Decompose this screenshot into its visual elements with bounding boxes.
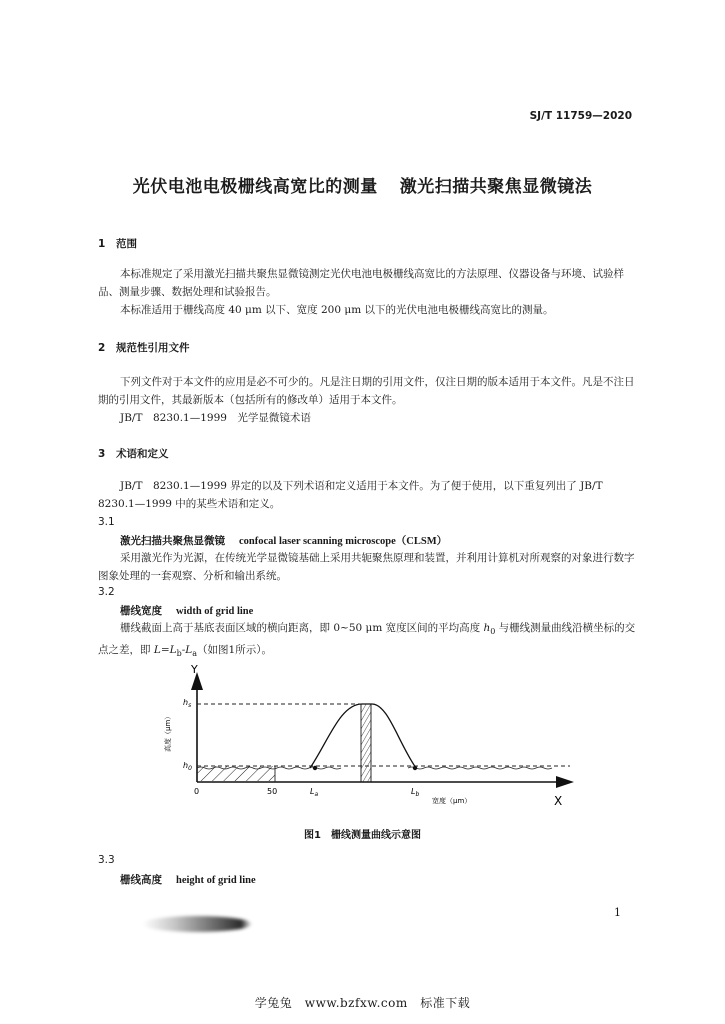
section-1-paragraph-2: 本标准适用于栅线高度 40 μm 以下、宽度 200 μm 以下的光伏电池电极栅线高宽比的测量。 xyxy=(120,304,554,316)
title-part-1: 光伏电池电极栅线高宽比的测量 xyxy=(132,177,378,197)
title-part-2: 激光扫描共聚焦显微镜法 xyxy=(399,177,593,197)
la-label: $L_a$ xyxy=(310,787,319,798)
term-zh: 激光扫描共聚焦显微镜 xyxy=(120,535,225,547)
section-2-heading xyxy=(98,340,190,355)
section-title: 规范性引用文件 xyxy=(116,342,190,354)
page-number: 1 xyxy=(614,906,621,919)
term-en: confocal laser scanning microscope（CLSM） xyxy=(239,536,448,547)
section-number: 1 xyxy=(98,238,106,250)
term-zh: 栅线高度 xyxy=(120,874,162,886)
height-band xyxy=(361,704,371,782)
scan-smear-mark xyxy=(142,916,252,932)
term-3-3-number: 3.3 xyxy=(98,854,115,866)
document-title xyxy=(40,172,685,197)
term-en: height of grid line xyxy=(176,875,256,886)
y-axis-label: Y xyxy=(191,663,198,676)
x-axis-label: X xyxy=(554,794,563,808)
term-3-2-number: 3.2 xyxy=(98,586,115,598)
footer-watermark-link[interactable]: 学兔兔 www.bzfxw.com 标准下载 xyxy=(254,996,471,1010)
lb-marker xyxy=(413,766,417,770)
section-2-reference: JB/T 8230.1—1999 光学显微镜术语 xyxy=(120,412,311,424)
section-number: 2 xyxy=(98,342,106,354)
tick-0-label: 0 xyxy=(194,787,200,796)
section-number: 3 xyxy=(98,448,106,460)
section-title: 范围 xyxy=(116,238,137,250)
la-marker xyxy=(313,766,317,770)
baseline-hatch-region xyxy=(197,766,275,781)
x-axis-arrow xyxy=(556,776,574,788)
figure-caption: 图1 栅线测量曲线示意图 xyxy=(304,830,421,841)
hs-label: $h_s$ xyxy=(183,698,192,709)
y-axis-title: 高度（μm） xyxy=(164,712,172,752)
standard-code: SJ/T 11759—2020 xyxy=(529,110,632,122)
section-2-paragraph-1: 下列文件对于本文件的应用是必不可少的。凡是注日期的引用文件，仅注日期的版本适用于本文件。凡是不注日期的引用文件，其最新版本（包括所有的修改单）适用于本文件。 xyxy=(98,376,635,406)
term-3-2-definition: 栅线截面上高于基底表面区域的横向距离，即 0~50 μm 宽度区间的平均高度 $h_0$ 与栅线测量曲线沿横坐标的交点之差，即 $L=L_b-L_a$（如图1所示）。 xyxy=(98,622,636,659)
term-3-1-definition: 采用激光作为光源，在传统光学显微镜基础上采用共轭聚焦原理和装置，并利用计算机对所观察的对象进行数字图象处理的一套观察、分析和输出系统。 xyxy=(98,552,635,582)
section-3-heading xyxy=(98,446,169,461)
h0-label: $h_0$ xyxy=(183,761,192,772)
section-3-paragraph-1: JB/T 8230.1—1999 界定的以及下列术语和定义适用于本文件。为了便于使用，以下重复列出了 JB/T 8230.1—1999 中的某些术语和定义。 xyxy=(98,480,603,510)
lb-label: $L_b$ xyxy=(411,787,420,798)
term-en: width of grid line xyxy=(176,606,254,617)
section-1-paragraph-1: 本标准规定了采用激光扫描共聚焦显微镜测定光伏电池电极栅线高宽比的方法原理、仪器设备与环境、试验样品、测量步骤、数据处理和试验报告。 xyxy=(98,268,624,298)
x-axis-title: 宽度（μm） xyxy=(432,797,472,805)
term-3-1-number: 3.1 xyxy=(98,516,115,528)
term-zh: 栅线宽度 xyxy=(120,605,162,617)
section-1-heading xyxy=(98,236,137,251)
section-title: 术语和定义 xyxy=(116,448,169,460)
term-3-3-title xyxy=(120,872,256,887)
term-3-1-title xyxy=(120,533,447,548)
tick-50-label: 50 xyxy=(267,787,278,796)
term-3-2-title xyxy=(120,603,253,618)
grid-line-profile-figure xyxy=(150,662,590,812)
